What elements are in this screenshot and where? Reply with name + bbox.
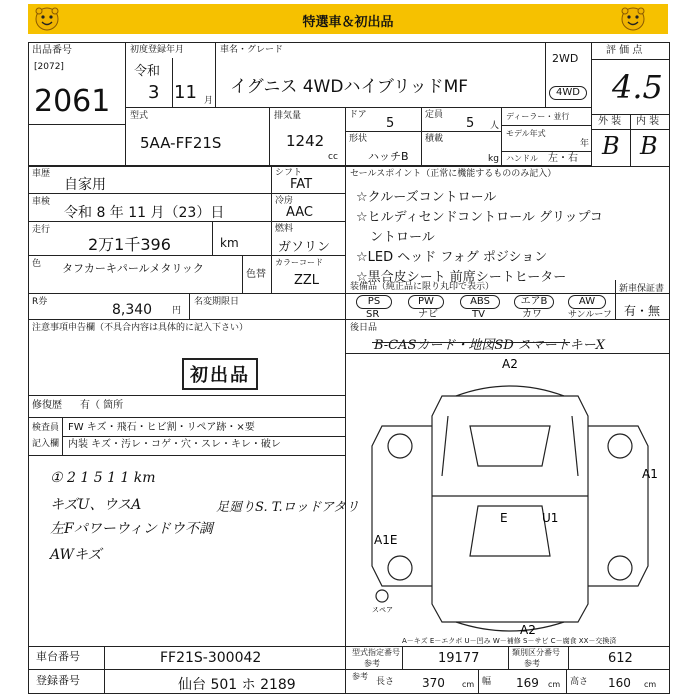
color-change-label: 色替 — [246, 269, 266, 280]
inspection-label: 車検 — [32, 197, 51, 207]
spec-row-2 — [346, 670, 670, 694]
recycle-box — [28, 294, 190, 320]
model-label: 型式 — [130, 111, 149, 121]
ext-int-box — [592, 114, 670, 166]
fuel-label: 燃料 — [275, 224, 294, 234]
divider — [172, 58, 173, 108]
color-code-box — [272, 256, 346, 294]
inspection-value: 令和 8 年 11 月（23）日 — [64, 205, 225, 221]
car-name-box — [216, 42, 546, 108]
divider — [28, 124, 126, 125]
color-label: 色 — [32, 259, 42, 269]
fuel-value: ガソリン — [278, 240, 331, 255]
name-change-label: 名変期限日 — [194, 297, 240, 307]
mileage-unit: km — [220, 236, 239, 250]
model-year-unit: 年 — [580, 139, 590, 149]
class-label: 類別区分番号 — [512, 648, 560, 657]
width-unit: cm — [548, 680, 561, 689]
equip-leather: カワ — [522, 309, 542, 320]
plate-value: 仙台 501 ホ 2189 — [178, 677, 296, 693]
new-manual-label: 新車保証書 — [619, 284, 665, 294]
name-change-box — [190, 294, 346, 320]
spec-row-1 — [346, 646, 670, 670]
repair-value: 有（ 箇所 — [80, 400, 124, 411]
equip-sunroof: サンルーフ — [568, 310, 612, 320]
handwritten-area — [28, 456, 360, 646]
equip-pw: PW — [408, 295, 444, 309]
sales-point-line: ントロール — [370, 230, 435, 245]
sales-point-line: ☆黒合皮シート 前席シートヒーター — [356, 270, 567, 285]
notes-label: 注意事項申告欄（不具合内容は具体的に記入下さい） — [32, 323, 249, 333]
displacement-unit: cc — [328, 152, 338, 162]
interior-value: B — [640, 132, 658, 160]
car-name-value: イグニス 4WDハイブリッドMF — [230, 77, 469, 97]
registration-year: 3 — [148, 82, 160, 103]
recycle-value: 8,340 — [112, 302, 153, 318]
drive-box — [546, 42, 592, 108]
handwritten-line: キズU、ウスA — [50, 497, 142, 513]
handle-label: ハンドル — [506, 154, 538, 163]
equip-abs: ABS — [460, 295, 500, 309]
rear-items-value: B-CASカード・地図SD スマートキーX — [374, 338, 605, 353]
handle-value: 左・右 — [548, 153, 578, 164]
shape-value: ハッチB — [368, 150, 409, 163]
lot-number: 2061 — [34, 84, 111, 119]
diagram-mark: A2 — [520, 623, 536, 637]
repair-box — [28, 396, 346, 418]
fuel-box — [272, 222, 346, 256]
dealer-box — [502, 108, 592, 166]
length-ref: 参考 — [352, 672, 368, 681]
cat-label: 型式指定番号 — [352, 648, 400, 657]
handwritten-line: 足廻りS. T.ロッドアタリ — [216, 500, 360, 515]
exterior-value: B — [602, 132, 620, 160]
mileage-row — [28, 222, 272, 256]
sales-point-line: ☆ヒルディセンドコントロール グリップコ — [356, 210, 603, 225]
grade-value: 4.5 — [612, 68, 663, 106]
class-ref: 参考 — [524, 659, 540, 668]
plate-label: 登録番号 — [36, 674, 80, 687]
first-listing-stamp: 初出品 — [182, 358, 258, 390]
handwritten-line: 左Fパワーウィンドウ不調 — [50, 521, 213, 537]
cat-value: 19177 — [438, 651, 480, 666]
new-manual-box — [616, 280, 670, 320]
registration-label: 初度登録年月 — [130, 45, 185, 55]
equip-ps: PS — [356, 295, 392, 309]
lot-label: 出品番号 — [32, 45, 72, 56]
equip-navi: ナビ — [418, 309, 438, 320]
plate-row — [28, 670, 346, 694]
inspection-row — [28, 194, 272, 222]
height-unit: cm — [644, 680, 657, 689]
capacity-box — [422, 108, 502, 132]
notes-box — [28, 320, 346, 396]
banner-title: 特選車＆初出品 — [302, 15, 394, 30]
diagram-mark: U1 — [542, 511, 559, 525]
capacity-unit: 人 — [490, 121, 500, 131]
color-code-label: カラーコード — [275, 258, 323, 267]
ac-box — [272, 194, 346, 222]
spare-label: スペア — [372, 606, 393, 614]
capacity-value: 5 — [466, 116, 475, 131]
load-box — [422, 132, 502, 166]
inspector-box — [28, 418, 346, 456]
registration-era: 令和 — [134, 64, 161, 79]
height-value: 160 — [608, 676, 631, 690]
repair-label: 修復歴 — [32, 400, 62, 411]
equipment-label: 装備品（純正品に限り丸印で表示） — [350, 282, 495, 292]
equip-tv: TV — [472, 309, 485, 320]
mascot-face-icon — [34, 6, 60, 32]
ac-value: AAC — [286, 205, 313, 220]
diagram-mark: A1 — [642, 467, 658, 481]
handwritten-line: ① 2 1 5 1 1 km — [50, 470, 156, 486]
doors-label: ドア — [349, 110, 367, 120]
displacement-label: 排気量 — [274, 111, 302, 121]
sales-points-box — [346, 166, 670, 294]
chassis-label: 車台番号 — [36, 650, 80, 663]
doors-value: 5 — [386, 116, 395, 131]
ac-label: 冷房 — [275, 196, 294, 206]
displacement-value: 1242 — [286, 132, 325, 150]
height-label: 高さ — [570, 677, 589, 687]
diagram-mark: A1E — [374, 533, 398, 547]
recycle-label: R券 — [32, 297, 48, 307]
handwritten-line: AWキズ — [50, 547, 102, 563]
rear-items-box — [346, 320, 670, 354]
inspector-label-2: 記入欄 — [32, 439, 60, 449]
shift-box — [272, 166, 346, 194]
diagram-mark: E — [500, 511, 508, 525]
registration-month: 11 — [174, 82, 197, 103]
model-box — [126, 108, 270, 166]
equip-airbag: エアB — [514, 295, 554, 309]
usage-value: 自家用 — [64, 177, 106, 193]
mileage-value: 2万1千396 — [88, 235, 171, 254]
cat-ref: 参考 — [364, 659, 380, 668]
car-name-label: 車名・グレード — [220, 45, 284, 55]
inspector-row-2: 内装 キズ・汚レ・コゲ・穴・スレ・キレ・破レ — [68, 439, 281, 450]
load-label: 積載 — [425, 134, 444, 144]
recycle-unit: 円 — [172, 306, 182, 316]
interior-label: 内 装 — [636, 116, 660, 127]
model-value: 5AA-FF21S — [140, 134, 222, 152]
model-year-label: モデル年式 — [506, 129, 546, 138]
displacement-box — [270, 108, 346, 166]
load-unit: kg — [488, 154, 499, 164]
chassis-value: FF21S-300042 — [160, 650, 262, 666]
chassis-row — [28, 646, 346, 670]
damage-legend: A－キズ E－エクボ U－凹み W－補修 S－サビ C－腐食 XX－交換済 — [402, 637, 617, 645]
shift-value: FAT — [290, 177, 313, 192]
new-manual-value: 有・無 — [624, 304, 661, 318]
shape-label: 形状 — [349, 134, 368, 144]
inspector-label: 検査員 — [32, 423, 60, 433]
equip-sr: SR — [366, 309, 380, 320]
length-value: 370 — [422, 676, 445, 690]
sales-point-line: ☆クルーズコントロール — [356, 190, 497, 205]
grade-label: 評 価 点 — [606, 45, 643, 56]
drive-2wd: 2WD — [552, 52, 579, 65]
usage-label: 車歴 — [32, 169, 51, 179]
width-value: 169 — [516, 676, 539, 690]
exterior-label: 外 装 — [598, 116, 622, 127]
lot-box — [28, 42, 126, 166]
registration-box — [126, 42, 216, 108]
sales-point-line: ☆LED ヘッド フォグ ポジション — [356, 250, 548, 265]
width-label: 幅 — [482, 677, 492, 687]
inspector-row-1: FW キズ・飛石・ヒビ割・リペア跡・×要 — [68, 422, 255, 433]
rear-items-label: 後日品 — [350, 323, 378, 333]
car-damage-diagram — [352, 356, 668, 640]
length-unit: cm — [462, 680, 475, 689]
shift-label: シフト — [275, 168, 303, 178]
header-banner — [28, 4, 668, 34]
lot-sub: [2072] — [34, 62, 64, 72]
dealer-label: ディーラー・並行 — [506, 112, 570, 121]
color-value: タフカーキパールメタリック — [62, 262, 204, 275]
doors-box — [346, 108, 422, 132]
class-value: 612 — [608, 651, 633, 666]
diagram-mark: A2 — [502, 357, 518, 371]
usage-row — [28, 166, 272, 194]
capacity-label: 定員 — [425, 110, 444, 120]
grade-box — [592, 42, 670, 114]
registration-month-unit: 月 — [204, 96, 214, 106]
length-label: 長さ — [376, 677, 395, 687]
color-code-value: ZZL — [294, 273, 320, 288]
mileage-label: 走行 — [32, 225, 51, 235]
drive-4wd-circled: 4WD — [549, 86, 587, 100]
shape-box — [346, 132, 422, 166]
sales-points-label: セールスポイント（正常に機能するもののみ記入） — [350, 169, 557, 179]
color-row — [28, 256, 272, 294]
mascot-face-icon — [620, 6, 646, 32]
equipment-box — [346, 280, 616, 320]
equip-aw: AW — [568, 295, 606, 309]
